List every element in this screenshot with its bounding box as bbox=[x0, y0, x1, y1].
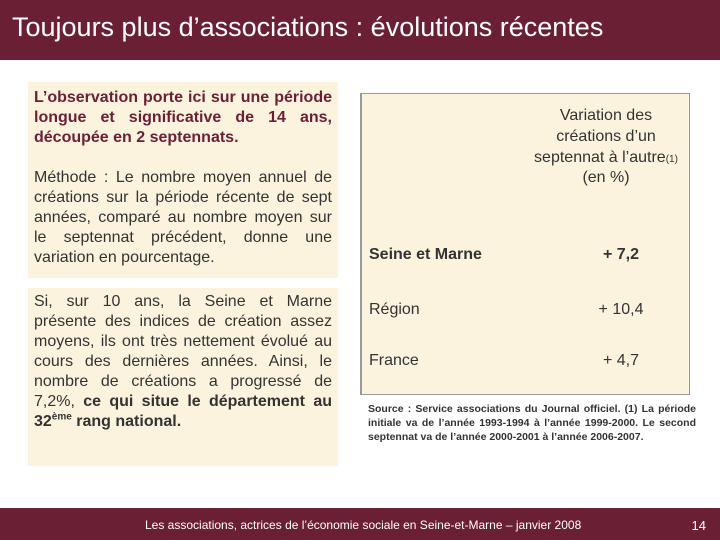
footnote-ref: (1) bbox=[665, 153, 678, 165]
method-text: Méthode : Le nombre moyen annuel de créations sur la période récente de sept années, comparé au nombre moyen sur le septennat précédent, donne une variation en pourcentage. bbox=[34, 169, 332, 266]
analysis-highlight-end: rang national. bbox=[71, 413, 182, 431]
intro-box bbox=[28, 82, 338, 278]
page-number: 14 bbox=[691, 518, 706, 533]
rank-suffix: ème bbox=[51, 412, 72, 423]
source-note: Source : Service associations du Journal officiel. (1) La période initiale va de l’année 1993-1994 à l’année 1999-2000. Le second septennat va de l’année 2000-2001 à l’année 2006-2007. bbox=[368, 403, 696, 444]
row-label: Seine et Marne bbox=[369, 246, 482, 263]
title-bar bbox=[0, 0, 720, 60]
page-title: Toujours plus d’associations : évolutions récentes bbox=[12, 12, 604, 42]
variation-table bbox=[360, 93, 690, 395]
row-label: Région bbox=[369, 301, 420, 318]
analysis-highlight-text: ce qui situe le département au 32 bbox=[34, 393, 332, 431]
column-header-unit: (en %) bbox=[582, 169, 630, 187]
row-value: + 4,7 bbox=[602, 352, 640, 369]
footer-text: Les associations, actrices de l’économie sociale en Seine-et-Marne – janvier 2008 bbox=[145, 518, 582, 532]
analysis-highlight bbox=[34, 393, 332, 430]
analysis-box bbox=[28, 288, 338, 466]
column-header bbox=[532, 106, 680, 189]
column-header-text: Variation des créations d’un septennat à l’autre bbox=[534, 107, 666, 166]
footer-bar bbox=[0, 508, 720, 540]
row-value: + 7,2 bbox=[602, 246, 640, 263]
table-divider bbox=[361, 94, 362, 394]
row-label: France bbox=[369, 352, 419, 369]
analysis-text: Si, sur 10 ans, la Seine et Marne présente des indices de création assez moyens, ils ont très nettement évolué au cours des dernières années. Ainsi, le nombre de créations a progressé de 7,2%, bbox=[34, 293, 332, 410]
row-value: + 10,4 bbox=[598, 301, 644, 318]
intro-text: L’observation porte ici sur une période longue et significative de 14 ans, découpée en 2 septennats. bbox=[34, 89, 332, 146]
